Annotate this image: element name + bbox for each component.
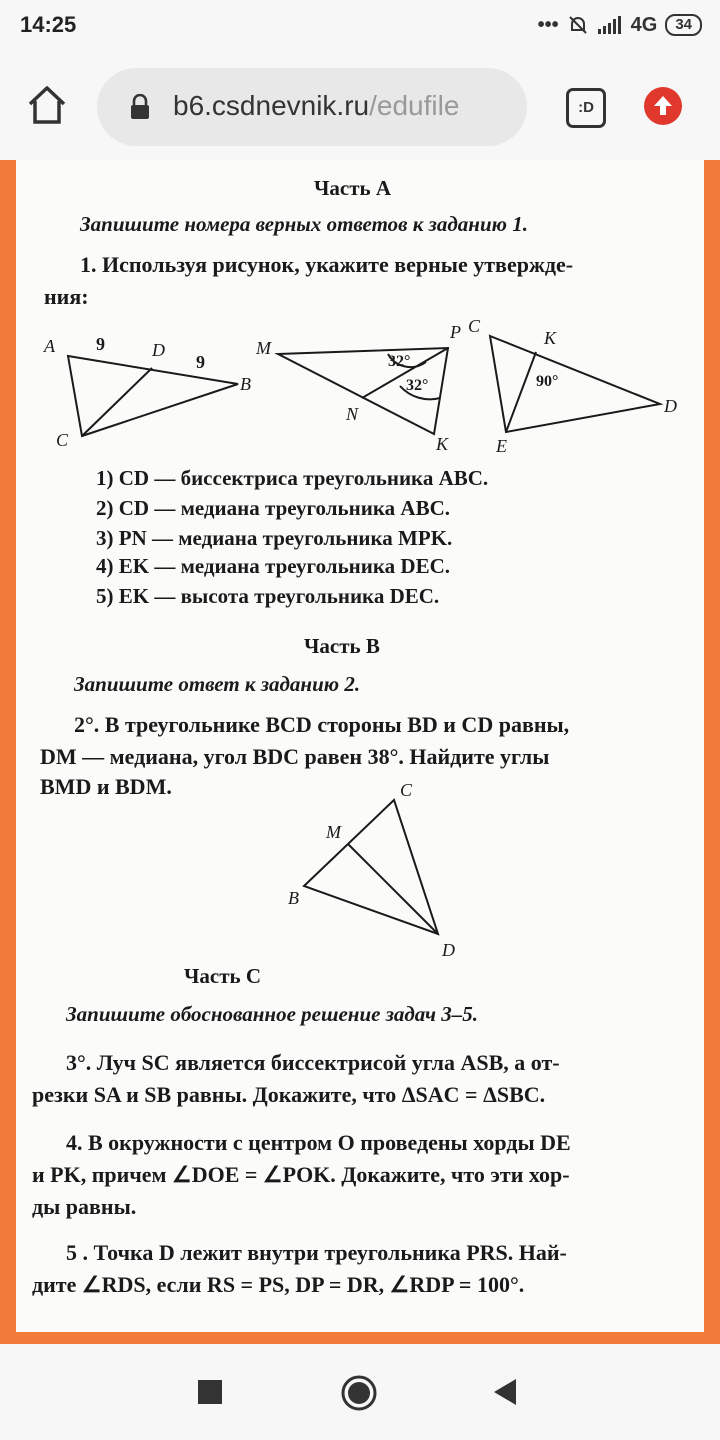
tabs-button[interactable]: :D bbox=[566, 88, 606, 128]
q3-text-line2: резки SA и SB равны. Докажите, что ΔSAC = ΔSBC. bbox=[32, 1082, 546, 1107]
label-p: P bbox=[450, 322, 461, 342]
label-fig2-b: B bbox=[288, 888, 299, 908]
option-1: 1) CD — биссектриса треугольника ABC. bbox=[96, 466, 489, 490]
q2-text-line2: DM — медиана, угол BDC равен 38°. Найдите углы bbox=[40, 744, 550, 769]
back-nav-button[interactable] bbox=[492, 1378, 518, 1406]
q4-text-line1: 4. В окружности с центром O проведены хорды DE bbox=[66, 1130, 571, 1155]
status-time: 14:25 bbox=[20, 12, 77, 37]
option-3: 3) PN — медиана треугольника MPK. bbox=[96, 526, 453, 550]
label-c: C bbox=[56, 430, 69, 450]
network-type: 4G bbox=[630, 13, 658, 36]
system-nav-bar bbox=[0, 1344, 720, 1440]
label-e: E bbox=[496, 436, 507, 456]
part-c-instruction: Запишите обоснованное решение задач 3–5. bbox=[66, 1002, 479, 1026]
address-bar[interactable] bbox=[97, 68, 527, 146]
part-b-instruction: Запишите ответ к заданию 2. bbox=[74, 672, 361, 696]
label-k: K bbox=[436, 434, 449, 454]
home-icon[interactable] bbox=[26, 84, 68, 126]
page-frame bbox=[0, 160, 720, 1344]
figure-1-triangles bbox=[16, 308, 704, 458]
url-text[interactable] bbox=[173, 90, 459, 122]
signal-icon bbox=[597, 15, 623, 35]
recent-apps-button[interactable] bbox=[198, 1380, 222, 1404]
label-a: A bbox=[44, 336, 55, 356]
segment-dm bbox=[348, 844, 438, 934]
url-host: b6.csdnevnik.ru bbox=[173, 90, 370, 121]
url-path: /edufile bbox=[369, 90, 460, 121]
q2-text-line3: BMD и BDM. bbox=[40, 774, 172, 799]
q4-text-line3: ды равны. bbox=[32, 1194, 137, 1219]
label-nine-1: 9 bbox=[96, 334, 105, 354]
bell-muted-icon bbox=[567, 14, 589, 36]
lock-icon bbox=[129, 94, 151, 120]
label-m: M bbox=[256, 338, 271, 358]
status-bar bbox=[0, 0, 720, 52]
q5-text-line1: 5 . Точка D лежит внутри треугольника PRS. Най- bbox=[66, 1240, 567, 1265]
part-c-title: Часть С bbox=[184, 964, 262, 988]
figure-2-triangle-bcd bbox=[16, 774, 704, 964]
label-fig2-c: C bbox=[400, 780, 413, 800]
q4-text-line2: и PK, причем ∠DOE = ∠POK. Докажите, что эти хор- bbox=[32, 1162, 570, 1187]
label-angle-32-upper: 32° bbox=[388, 353, 411, 370]
more-dots-icon: ••• bbox=[537, 13, 559, 36]
label-d: D bbox=[152, 340, 165, 360]
q2-text-line1: 2°. В треугольнике BCD стороны BD и CD равны, bbox=[74, 712, 570, 737]
part-a-instruction: Запишите номера верных ответов к заданию 1. bbox=[80, 212, 528, 236]
q1-text-line2: ния: bbox=[44, 284, 89, 309]
label-n: N bbox=[346, 404, 359, 424]
battery-indicator: 34 bbox=[665, 14, 702, 36]
part-b-title: Часть В bbox=[304, 634, 380, 658]
segment-ek bbox=[506, 352, 536, 432]
label-angle-32-lower: 32° bbox=[406, 377, 429, 394]
document-page bbox=[16, 160, 704, 1332]
home-nav-button[interactable] bbox=[340, 1374, 378, 1412]
label-nine-2: 9 bbox=[196, 352, 205, 372]
label-d2: D bbox=[664, 396, 677, 416]
label-b: B bbox=[240, 374, 251, 394]
option-5: 5) EK — высота треугольника DEC. bbox=[96, 584, 440, 608]
option-4: 4) EK — медиана треугольника DEC. bbox=[96, 554, 450, 578]
segment-cd bbox=[82, 368, 152, 436]
label-fig2-d: D bbox=[442, 940, 455, 960]
browser-toolbar bbox=[0, 52, 720, 160]
q3-text-line1: 3°. Луч SC является биссектрисой угла ASB, а от- bbox=[66, 1050, 560, 1075]
label-k2: K bbox=[544, 328, 557, 348]
label-c2: C bbox=[468, 316, 481, 336]
label-fig2-m: M bbox=[326, 822, 341, 842]
status-icons bbox=[538, 10, 702, 40]
arrow-up-icon bbox=[644, 87, 682, 125]
worksheet bbox=[16, 160, 704, 1332]
q5-text-line2: дите ∠RDS, если RS = PS, DP = DR, ∠RDP = 100°. bbox=[32, 1272, 525, 1297]
label-angle-90: 90° bbox=[536, 373, 559, 390]
part-a-title: Часть А bbox=[314, 176, 392, 200]
option-2: 2) CD — медиана треугольника ABC. bbox=[96, 496, 450, 520]
q1-text-line1: 1. Используя рисунок, укажите верные утвержде- bbox=[80, 252, 574, 277]
triangle-dec bbox=[490, 336, 660, 432]
update-button[interactable] bbox=[644, 87, 682, 125]
